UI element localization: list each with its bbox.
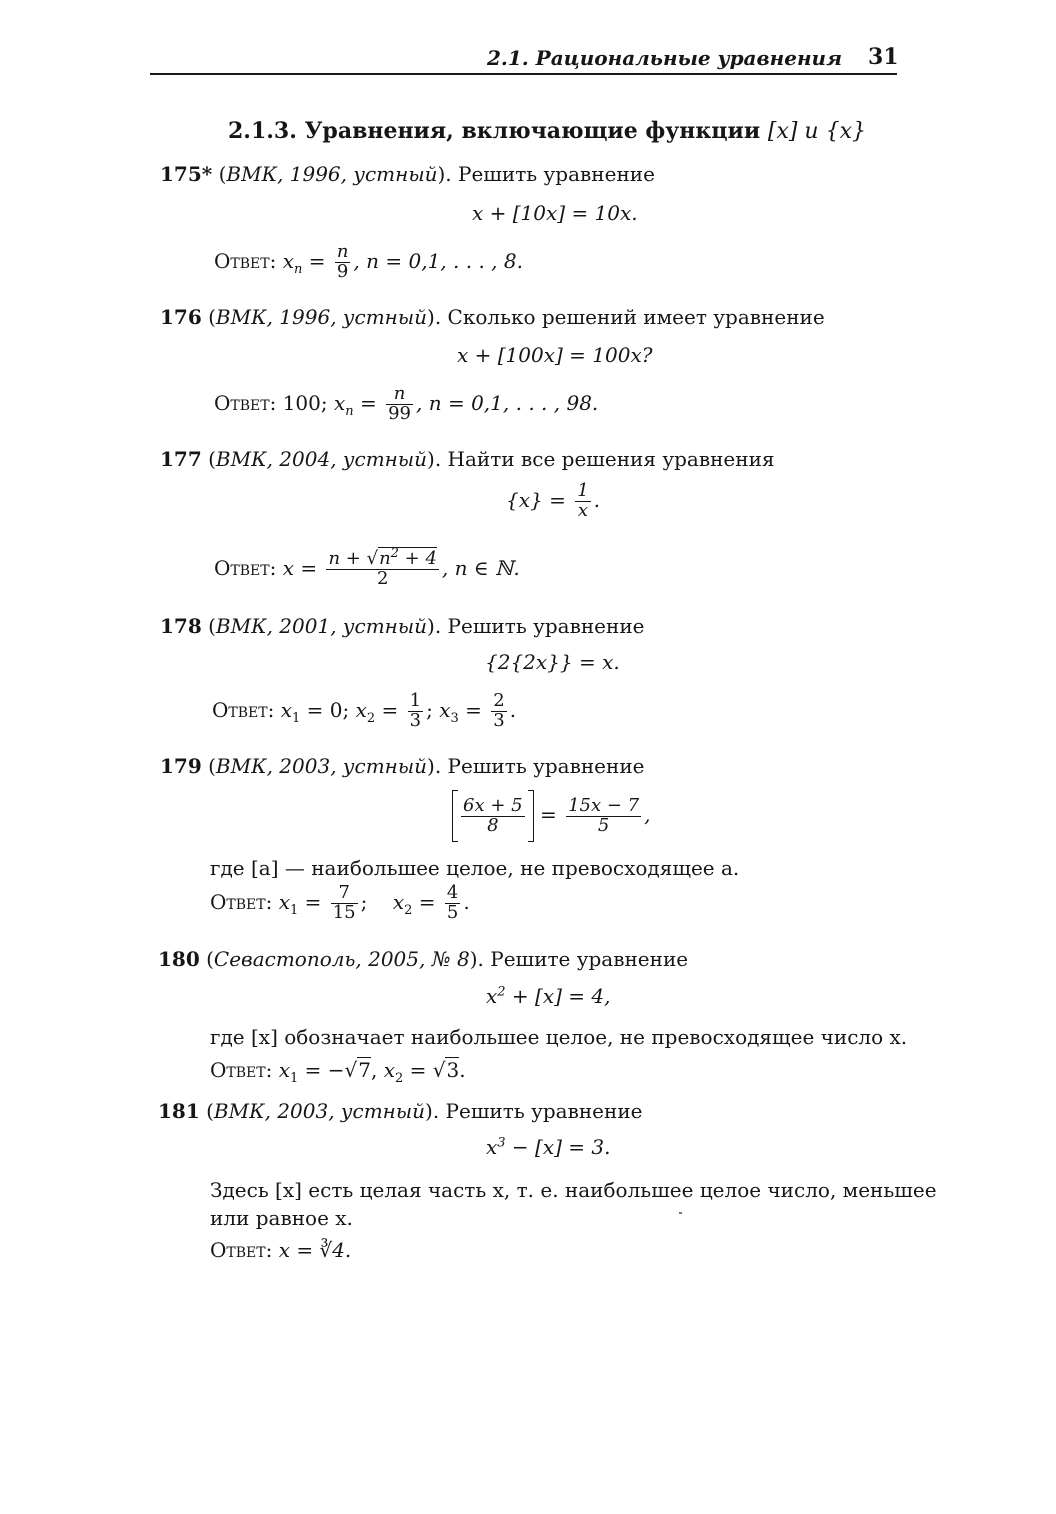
equation-180: $x^2 + [x] = 4$, — [486, 984, 611, 1008]
problem-task: Решить уравнение — [447, 754, 645, 778]
problem-175: 175* (ВМК, 1996, устный). Решить уравнение — [160, 162, 655, 186]
answer-178: Ответ: $x_1 = 0$; $x_2$ = $\frac{1}{3}$ ; $x_3$ = $\frac{2}{3}$ . — [212, 690, 517, 731]
problem-number: 181 — [158, 1099, 200, 1123]
answer-label: Ответ: — [214, 248, 277, 273]
problem-task: Решите уравнение — [490, 947, 689, 971]
problem-181: 181 (ВМК, 2003, устный). Решить уравнение — [158, 1099, 643, 1123]
problem-number: 180 — [158, 947, 200, 971]
radical: $n^2 + 4$ — [379, 546, 437, 569]
answer-label: Ответ: — [210, 1058, 273, 1082]
fraction: $\frac{n + √n^2 + 4}{2}$ — [328, 546, 437, 589]
fraction: $\frac{n}{99}$ — [388, 383, 412, 424]
problem-176: 176 (ВМК, 1996, устный). Сколько решений имеет уравнение — [160, 305, 825, 329]
page-number: 31 — [868, 44, 899, 70]
section-number: 2.1.3. — [228, 118, 297, 144]
equation-178: {2{2x}} = x. — [485, 650, 620, 674]
answer-label: Ответ: — [212, 697, 275, 722]
fraction: $\frac{15x - 7}{5}$ — [568, 794, 640, 836]
fraction: $\frac{1}{3}$ — [409, 690, 422, 731]
answer-179: Ответ: $x_1$ = $\frac{7}{15}$ ; $x_2$ = $\frac{4}{5}$ . — [210, 882, 470, 923]
answer-label: Ответ: — [214, 390, 277, 415]
fraction: $\frac{1}{x}$ — [577, 480, 589, 521]
equation-179: $\frac{6x + 5}{8}$ = $\frac{15x - 7}{5}$ , — [452, 790, 650, 842]
problem-task: Решить уравнение — [447, 614, 645, 638]
equation-177: {x} = $\frac{1}{x}$ . — [506, 480, 601, 521]
problem-number: 175* — [160, 162, 213, 186]
note-181-line1: Здесь [x] есть целая часть x, т. е. наибольшее целое число, меньшее — [210, 1178, 937, 1202]
fraction: $\frac{2}{3}$ — [493, 690, 505, 731]
answer-177: Ответ: x = $\frac{n + √n^2 + 4}{2}$ , n ∈ ℕ. — [214, 546, 520, 589]
problem-task: Сколько решений имеет уравнение — [447, 305, 825, 329]
fraction: $\frac{n}{9}$ — [336, 241, 349, 282]
problem-task: Найти все решения уравнения — [447, 447, 775, 471]
problem-number: 177 — [160, 447, 202, 471]
answer-181: Ответ: x = ∛4. — [210, 1238, 352, 1262]
floor-bracket-left — [452, 790, 458, 842]
problem-task: Решить уравнение — [445, 1099, 643, 1123]
problem-source: ВМК, 2003, устный — [215, 754, 428, 778]
answer-label: Ответ: — [214, 555, 277, 580]
answer-180: Ответ: $x_1 = -√7$, $x_2 = √3$. — [210, 1058, 466, 1086]
note-180: где [x] обозначает наибольшее целое, не превосходящее число x. — [210, 1025, 908, 1049]
header-rule — [150, 73, 897, 75]
section-title: Уравнения, включающие функции — [304, 118, 761, 144]
scan-speck — [679, 1212, 682, 1214]
answer-label: Ответ: — [210, 889, 273, 914]
problem-source: ВМК, 2004, устный — [215, 447, 428, 471]
fraction: $\frac{4}{5}$ — [446, 882, 459, 923]
note-179: где [a] — наибольшее целое, не превосходящее a. — [210, 856, 740, 880]
problem-177: 177 (ВМК, 2004, устный). Найти все решения уравнения — [160, 447, 775, 471]
section-heading — [228, 118, 866, 144]
equation-176: x + [100x] = 100x? — [457, 343, 653, 367]
fraction: $\frac{6x + 5}{8}$ — [463, 794, 523, 836]
problem-source: ВМК, 1996, устный — [215, 305, 428, 329]
problem-source: Севастополь, 2005, № 8 — [213, 947, 470, 971]
section-funcs: [x] и {x} — [767, 119, 866, 144]
running-title: 2.1. Рациональные уравнения — [486, 46, 842, 70]
answer-176: Ответ: 100; $x_n$ = $\frac{n}{99}$ , n = 0,1, . . . , 98. — [214, 383, 599, 424]
problem-source: ВМК, 2001, устный — [215, 614, 428, 638]
problem-task: Решить уравнение — [458, 162, 655, 186]
fraction: $\frac{7}{15}$ — [332, 882, 356, 923]
problem-180: 180 (Севастополь, 2005, № 8). Решите уравнение — [158, 947, 689, 971]
note-181-line2: или равное x. — [210, 1206, 353, 1230]
problem-source: ВМК, 1996, устный — [226, 162, 438, 186]
answer-label: Ответ: — [210, 1238, 273, 1262]
problem-number: 176 — [160, 305, 202, 329]
answer-175: Ответ: $x_n$ = $\frac{n}{9}$ , n = 0,1, . . . , 8. — [214, 241, 523, 282]
problem-number: 178 — [160, 614, 202, 638]
floor-bracket-right — [528, 790, 534, 842]
equation-181: $x^3 - [x] = 3$. — [486, 1135, 611, 1159]
equation-175: x + [10x] = 10x. — [472, 201, 638, 225]
problem-source: ВМК, 2003, устный — [213, 1099, 426, 1123]
problem-179: 179 (ВМК, 2003, устный). Решить уравнение — [160, 754, 645, 778]
problem-number: 179 — [160, 754, 202, 778]
problem-178: 178 (ВМК, 2001, устный). Решить уравнение — [160, 614, 645, 638]
